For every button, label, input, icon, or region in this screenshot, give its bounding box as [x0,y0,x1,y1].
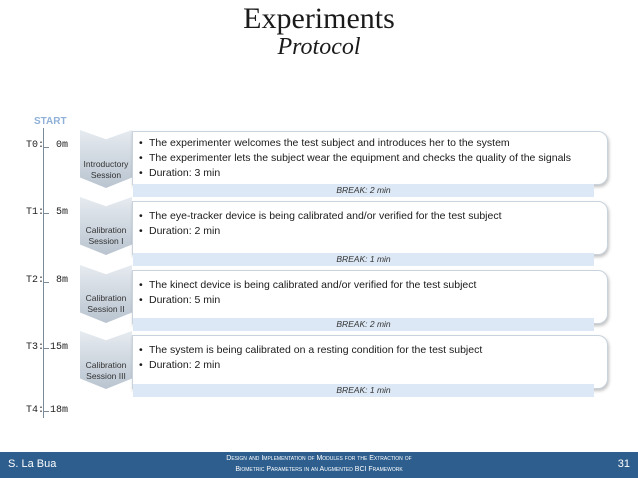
footer-author: S. La Bua [8,458,57,470]
session-label-intro: Introductory Session [83,159,129,180]
timeline-line [43,128,44,418]
slide-title: Experiments [243,2,395,35]
break-bar: BREAK: 2 min [133,318,594,331]
time-label-t2: T2: 8m [26,275,69,286]
footer-title: Design and Implementation of Modules for the Extraction of Biometric Parameters in an Augmented BCI Framework [226,455,412,473]
session-label-calib-1: Calibration Session I [85,225,127,246]
bullet-item: • The experimenter lets the subject wear the equipment and checks the quality of the signals [149,151,607,166]
time-label-t3: T3: 15m [26,342,69,353]
session-label-calib-3: Calibration Session III [85,360,127,381]
bullet-item: • The eye-tracker device is being calibrated and/or verified for the test subject [149,209,607,224]
slide-subtitle: Protocol [277,34,361,60]
bullet-item: • Duration: 2 min [149,358,607,373]
bullet-item: • Duration: 3 min [149,166,607,181]
timeline-start-label: START [34,116,67,127]
bullet-item: • The experimenter welcomes the test subject and introduces her to the system [149,136,607,151]
bullet-item: • The kinect device is being calibrated and/or verified for the test subject [149,278,607,293]
session-label-calib-2: Calibration Session II [85,293,127,314]
time-label-t0: T0: 0m [26,140,69,151]
footer-bar [0,452,638,478]
break-bar: BREAK: 2 min [133,184,594,197]
session-card-intro [132,131,608,185]
break-bar: BREAK: 1 min [133,253,594,266]
session-card-calib-1 [132,201,608,255]
break-bar: BREAK: 1 min [133,384,594,397]
page-number: 31 [617,458,630,470]
bullet-item: • Duration: 5 min [149,293,607,308]
session-card-calib-2 [132,270,608,324]
bullet-item: • Duration: 2 min [149,224,607,239]
session-card-calib-3 [132,335,608,389]
time-label-t1: T1: 5m [26,207,69,218]
bullet-item: • The system is being calibrated on a resting condition for the test subject [149,343,607,358]
time-label-t4: T4: 18m [26,405,69,416]
